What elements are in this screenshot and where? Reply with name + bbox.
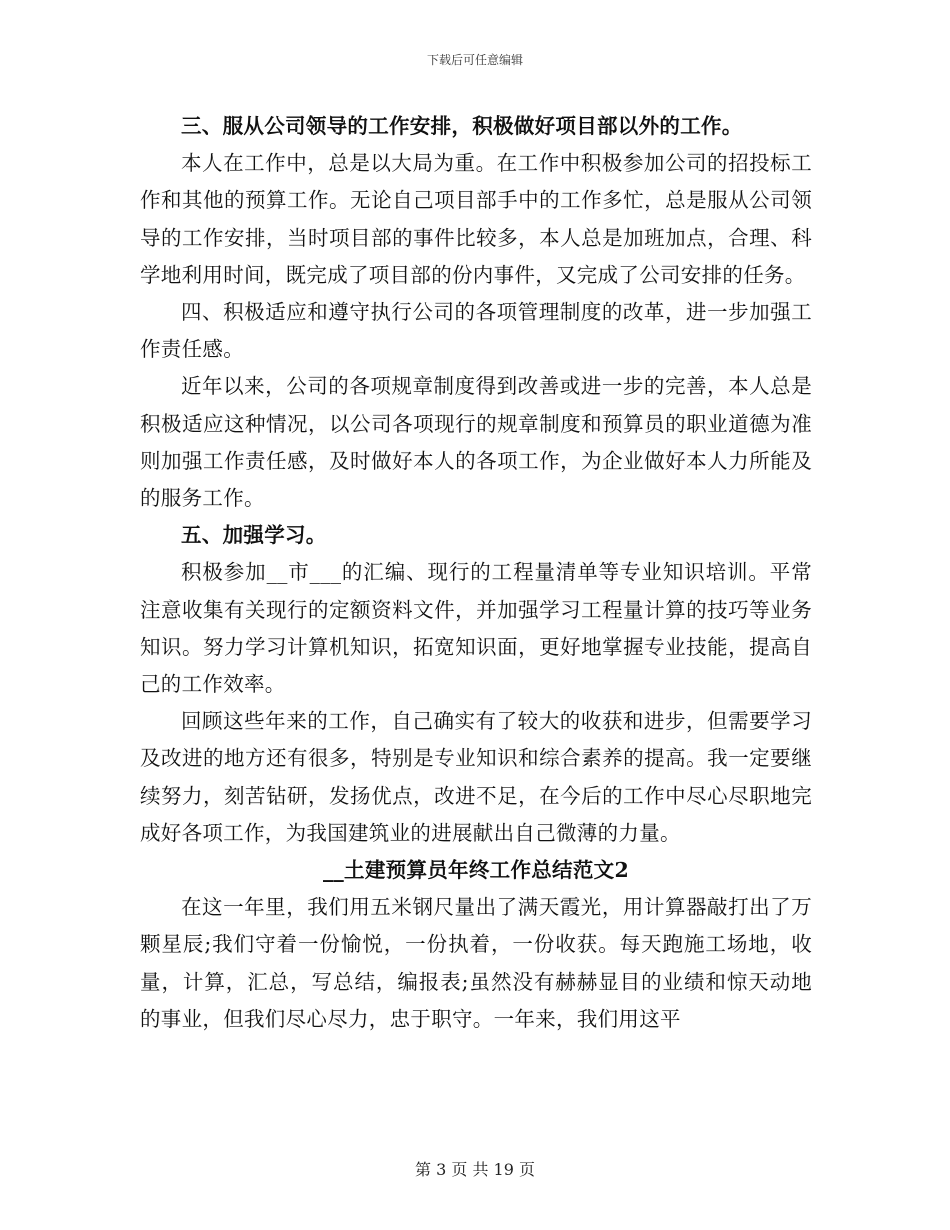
page-footer: 第 3 页 共 19 页 <box>415 1160 535 1179</box>
paragraph: 积极参加__市___的汇编、现行的工程量清单等专业知识培训。平常注意收集有关现行的定额资料文件，并加强学习工程量计算的技巧等业务知识。努力学习计算机知识，拓宽知识面，更好地掌握专业技能，提高自己的工作效率。 <box>140 560 812 697</box>
paragraph: 在这一年里，我们用五米钢尺量出了满天霞光，用计算器敲打出了万颗星辰;我们守着一份愉悦，一份执着，一份收获。每天跑施工场地，收量，计算，汇总，写总结，编报表;虽然没有赫赫显目的业绩和惊天动地的事业，但我们尽心尽力，忠于职守。一年来，我们用这平 <box>140 895 812 1031</box>
page-header: 下载后可任意编辑 <box>426 53 523 67</box>
article-title: __土建预算员年终工作总结范文2 <box>322 858 630 883</box>
section-heading-3: 三、服从公司领导的工作安排，积极做好项目部以外的工作。 <box>181 114 743 138</box>
section-heading-5: 五、加强学习。 <box>181 523 327 548</box>
document-body <box>140 108 812 1038</box>
section-heading-4: 四、积极适应和遵守执行公司的各项管理制度的改革，进一步加强工作责任感。 <box>140 300 812 362</box>
paragraph: 近年以来，公司的各项规章制度得到改善或进一步的完善，本人总是积极适应这种情况，以公司各项现行的规章制度和预算员的职业道德为准则加强工作责任感，及时做好本人的各项工作，为企业做好本人力所能及的服务工作。 <box>140 374 812 511</box>
paragraph: 回顾这些年来的工作，自己确实有了较大的收获和进步，但需要学习及改进的地方还有很多，特别是专业知识和综合素养的提高。我一定要继续努力，刻苦钻研，发扬优点，改进不足，在今后的工作中尽心尽职地完成好各项工作，为我国建筑业的进展献出自己微薄的力量。 <box>140 709 812 845</box>
paragraph: 本人在工作中，总是以大局为重。在工作中积极参加公司的招投标工作和其他的预算工作。无论自己项目部手中的工作多忙，总是服从公司领导的工作安排，当时项目部的事件比较多，本人总是加班加点，合理、科学地利用时间，既完成了项目部的份内事件，又完成了公司安排的任务。 <box>140 151 812 287</box>
